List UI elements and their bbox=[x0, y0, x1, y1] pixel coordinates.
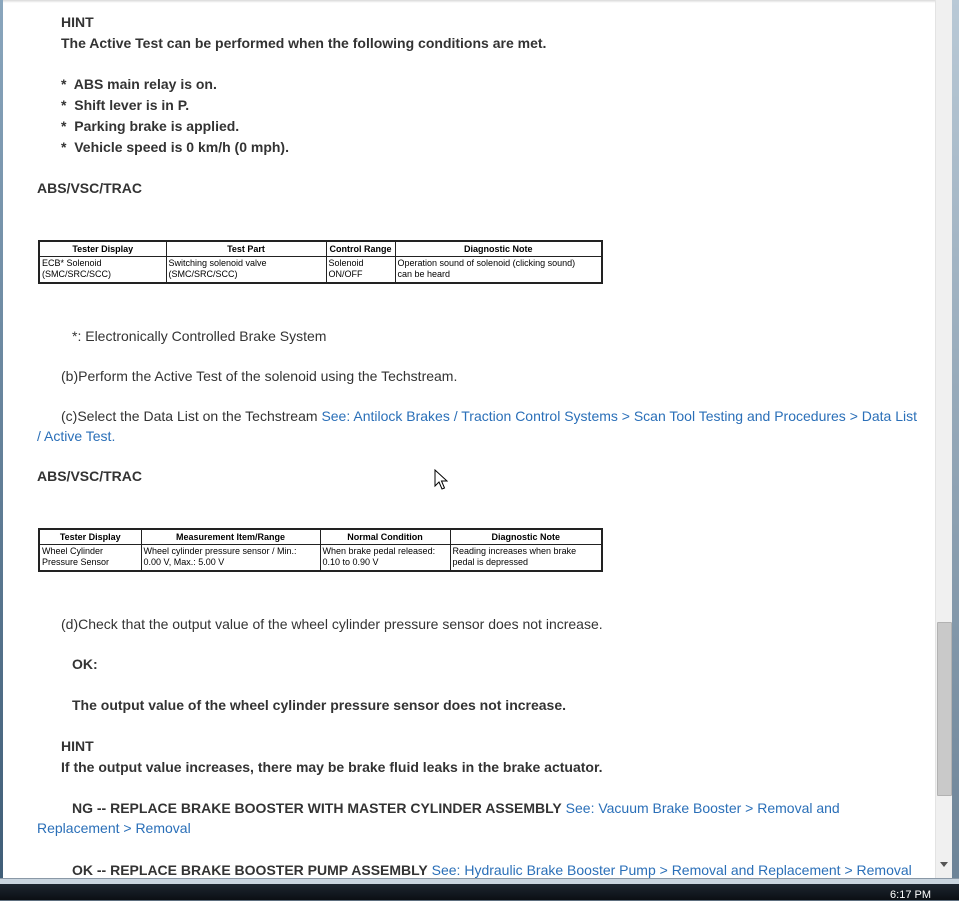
step-c-text: (c)Select the Data List on the Techstream bbox=[61, 408, 318, 424]
cell-line: can be heard bbox=[397, 269, 451, 279]
column-header: Measurement Item/Range bbox=[141, 529, 320, 545]
column-header: Tester Display bbox=[39, 241, 166, 257]
footnote: *: Electronically Controlled Brake System bbox=[72, 328, 327, 344]
table-cell bbox=[141, 545, 320, 572]
hint-title: HINT bbox=[61, 14, 94, 30]
mouse-pointer-icon bbox=[434, 469, 448, 491]
condition-text: ABS main relay is on. bbox=[73, 76, 217, 92]
ok-label: OK: bbox=[72, 656, 98, 672]
active-test-table bbox=[38, 240, 603, 284]
table-cell bbox=[166, 257, 326, 284]
column-header: Diagnostic Note bbox=[450, 529, 602, 545]
brake-booster-pump-link[interactable]: See: Hydraulic Brake Booster Pump > Removal and Replacement > Removal bbox=[431, 862, 912, 878]
table-cell bbox=[450, 545, 602, 572]
ok-result bbox=[72, 860, 912, 878]
hint-title: HINT bbox=[61, 738, 94, 754]
column-header: Test Part bbox=[166, 241, 326, 257]
hint-text: If the output value increases, there may be brake fluid leaks in the brake actuator. bbox=[61, 759, 603, 775]
condition-item bbox=[61, 137, 289, 157]
cell-line: Pressure Sensor bbox=[42, 557, 110, 567]
table-row bbox=[39, 545, 602, 572]
cell-line: Solenoid bbox=[328, 258, 364, 268]
table-header-row bbox=[39, 529, 602, 545]
table-cell bbox=[39, 257, 166, 284]
section-title: ABS/VSC/TRAC bbox=[37, 468, 143, 484]
data-list-table bbox=[38, 528, 603, 572]
cell-line: ECB* Solenoid bbox=[42, 258, 102, 268]
scrollbar-thumb[interactable] bbox=[937, 622, 952, 796]
cell-line: Operation sound of solenoid (clicking sound) bbox=[397, 258, 576, 268]
cell-line: 0.10 to 0.90 V bbox=[322, 557, 379, 567]
data-list-link[interactable]: See: Antilock Brakes / Traction Control Systems > Scan Tool Testing and Procedures > Data List / Active Test. bbox=[37, 408, 918, 444]
step-c bbox=[37, 406, 917, 446]
table-row bbox=[39, 257, 602, 284]
bullet-marker: * bbox=[61, 118, 67, 134]
vacuum-brake-booster-link[interactable]: See: Vacuum Brake Booster > Removal and Replacement > Removal bbox=[37, 800, 840, 836]
cell-line: pedal is depressed bbox=[452, 557, 529, 567]
vertical-scrollbar[interactable] bbox=[935, 0, 953, 878]
window-frame-right bbox=[952, 0, 959, 884]
ng-result-text: NG -- REPLACE BRAKE BOOSTER WITH MASTER CYLINDER ASSEMBLY bbox=[72, 800, 562, 816]
step-d: (d)Check that the output value of the wheel cylinder pressure sensor does not increase. bbox=[61, 616, 603, 632]
column-header: Control Range bbox=[326, 241, 395, 257]
taskbar-clock[interactable]: 6:17 PM bbox=[890, 889, 931, 901]
cell-line: ON/OFF bbox=[328, 269, 363, 279]
cell-line: Reading increases when brake bbox=[452, 546, 577, 556]
cell-line: Wheel cylinder pressure sensor / Min.: bbox=[143, 546, 297, 556]
viewport-top-shadow bbox=[3, 0, 935, 3]
cell-line: (SMC/SRC/SCC) bbox=[42, 269, 111, 279]
table-cell bbox=[320, 545, 450, 572]
taskbar bbox=[0, 884, 959, 900]
bullet-marker: * bbox=[61, 97, 67, 113]
scroll-down-arrow-icon[interactable] bbox=[940, 862, 948, 867]
table-cell bbox=[395, 257, 602, 284]
bullet-marker: * bbox=[61, 76, 67, 92]
condition-item bbox=[61, 116, 239, 136]
step-b: (b)Perform the Active Test of the solenoid using the Techstream. bbox=[61, 368, 458, 384]
ok-text: The output value of the wheel cylinder pressure sensor does not increase. bbox=[72, 697, 567, 713]
cell-line: 0.00 V, Max.: 5.00 V bbox=[143, 557, 225, 567]
cell-line: Switching solenoid valve bbox=[168, 258, 267, 268]
condition-item bbox=[61, 74, 217, 94]
bullet-marker: * bbox=[61, 139, 67, 155]
condition-text: Shift lever is in P. bbox=[74, 97, 190, 113]
hint-text: The Active Test can be performed when the following conditions are met. bbox=[61, 35, 547, 51]
ng-result bbox=[37, 798, 917, 838]
condition-text: Parking brake is applied. bbox=[74, 118, 240, 134]
cell-line: When brake pedal released: bbox=[322, 546, 436, 556]
column-header: Normal Condition bbox=[320, 529, 450, 545]
section-title: ABS/VSC/TRAC bbox=[37, 180, 143, 196]
table-cell bbox=[39, 545, 141, 572]
table-header-row bbox=[39, 241, 602, 257]
column-header: Diagnostic Note bbox=[395, 241, 602, 257]
condition-item bbox=[61, 95, 189, 115]
condition-text: Vehicle speed is 0 km/h (0 mph). bbox=[74, 139, 289, 155]
ok-result-text: OK -- REPLACE BRAKE BOOSTER PUMP ASSEMBLY bbox=[72, 862, 428, 878]
document-viewport bbox=[3, 0, 935, 878]
column-header: Tester Display bbox=[39, 529, 141, 545]
table-cell bbox=[326, 257, 395, 284]
cell-line: (SMC/SRC/SCC) bbox=[168, 269, 238, 279]
cell-line: Wheel Cylinder bbox=[42, 546, 104, 556]
